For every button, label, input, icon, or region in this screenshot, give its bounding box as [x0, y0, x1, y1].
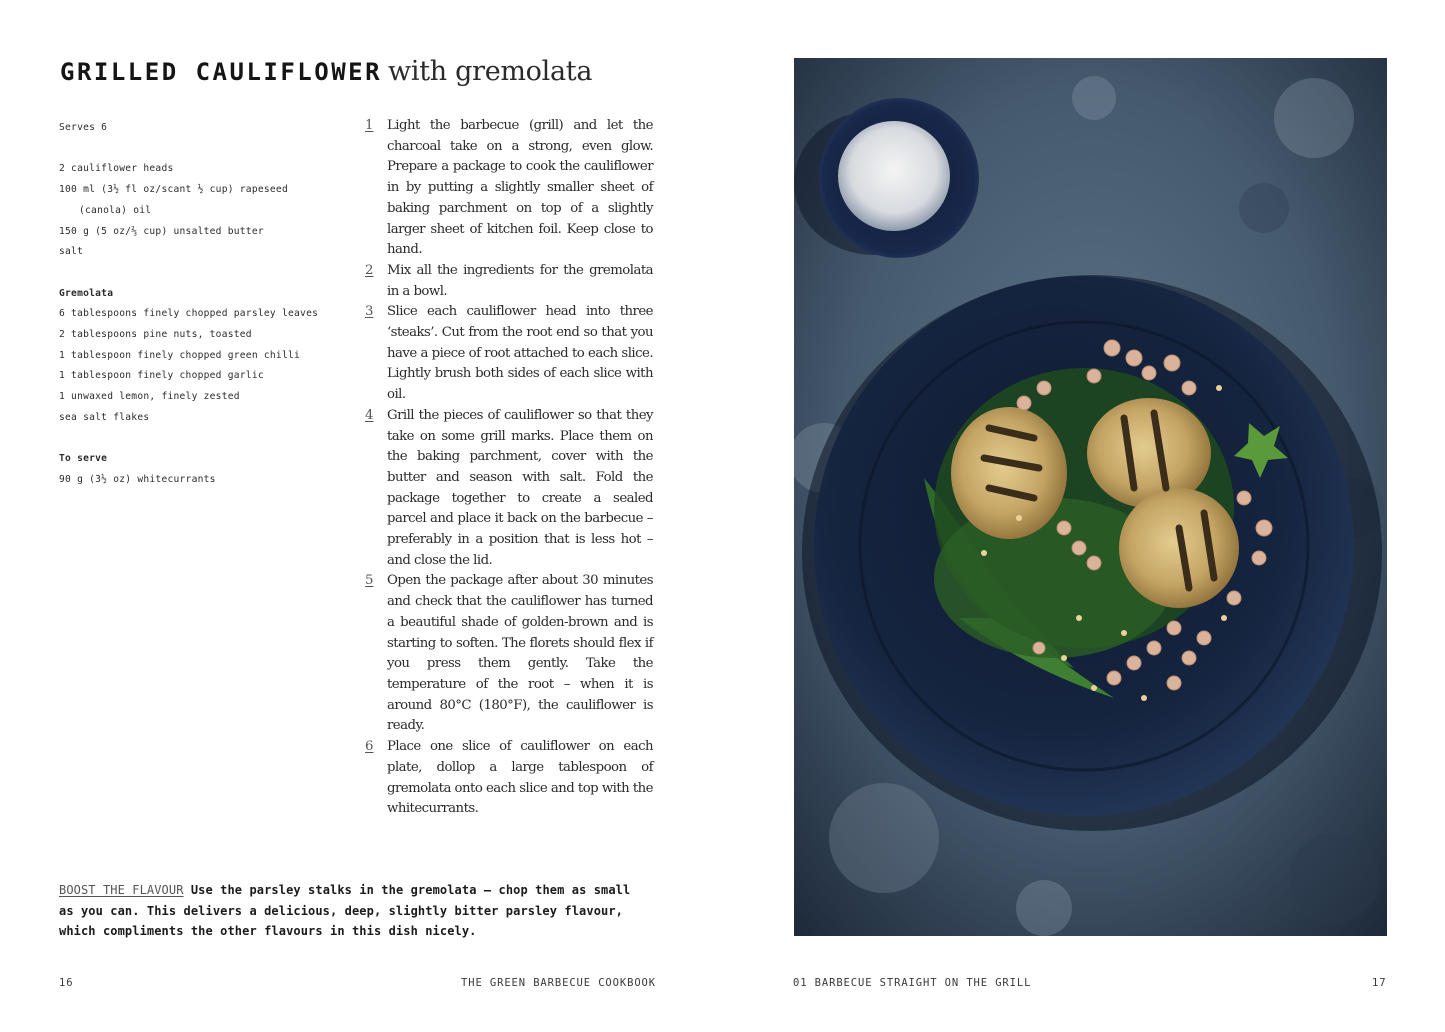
step-number: 3: [365, 304, 374, 320]
ingredient-line: 6 tablespoons finely chopped parsley leaves: [59, 308, 319, 320]
step-text: Slice each cauliflower head into three ‘steaks’. Cut from the root end so that you have a piece of root attached to each slice. Lightly brush both sides of each slice with oil.: [387, 304, 653, 403]
ingredients-list: [59, 118, 359, 491]
ingredient-line: 2 tablespoons pine nuts, toasted: [59, 329, 252, 340]
ingredient-line: 1 unwaxed lemon, finely zested: [59, 391, 240, 403]
serves-label: Serves 6: [59, 122, 108, 133]
method-step: [361, 737, 653, 820]
step-text: Place one slice of cauliflower on each plate, dollop a large tablespoon of gremolata onto each slice and top with the whitecurrants.: [387, 739, 653, 817]
tip-label: BOOST THE FLAVOUR: [59, 883, 184, 897]
recipe-title: [60, 52, 592, 95]
to-serve-heading: To serve: [59, 453, 108, 465]
method-step: [361, 261, 653, 302]
method-steps: [361, 116, 653, 820]
main-ingredients: [59, 159, 359, 263]
step-text: Open the package after about 30 minutes and check that the cauliflower has turned a beautiful shade of golden-brown and is starting to soften. The florets should flex if you press them gently. Take the temperature of the root – when it is around 80°C (180°F), the cauliflower is ready.: [387, 573, 653, 734]
step-number: 2: [365, 262, 374, 278]
to-serve-ingredients: [59, 470, 359, 491]
ingredient-line: (canola) oil: [79, 204, 152, 216]
step-text: Mix all the ingredients for the gremolata in a bowl.: [387, 262, 653, 299]
right-page-number: 17: [1372, 977, 1387, 989]
method-step: [361, 116, 653, 261]
tip-text: Use the parsley stalks in the gremolata – chop them as small as you can. This delivers a delicious, deep, slightly bitter parsley flavour, which compliments the other flavours in this dish nicely.: [59, 883, 631, 939]
gremolata-heading: Gremolata: [59, 287, 114, 299]
ingredient-line: 100 ml (3½ fl oz/scant ½ cup) rapeseed: [59, 184, 288, 196]
left-page-number: 16: [59, 977, 74, 989]
step-text: Light the barbecue (grill) and let the charcoal take on a strong, even glow. Prepare a package to cook the cauliflower in by putting a slightly smaller sheet of baking parchment on top of a slightly larger sheet of kitchen foil. Keep close to hand.: [387, 118, 653, 258]
recipe-title-main: GRILLED CAULIFLOWER: [60, 58, 383, 86]
step-number: 5: [365, 573, 374, 589]
method-step: [361, 406, 653, 572]
sea-salt-flakes: [838, 121, 950, 231]
gremolata-ingredients: [59, 304, 359, 428]
book-title-footer: THE GREEN BARBECUE COOKBOOK: [461, 977, 656, 989]
recipe-title-sub: with gremolata: [388, 56, 593, 87]
left-page: [0, 0, 722, 1032]
chapter-footer: 01 BARBECUE STRAIGHT ON THE GRILL: [793, 977, 1032, 989]
dish-photo: [794, 58, 1387, 936]
ingredient-line: 90 g (3½ oz) whitecurrants: [59, 473, 216, 485]
ingredient-line: salt: [59, 246, 84, 258]
ingredient-line: 1 tablespoon finely chopped garlic: [59, 370, 264, 382]
method-step: [361, 302, 653, 406]
ingredient-line: 150 g (5 oz/⅔ cup) unsalted butter: [59, 225, 264, 237]
step-text: Grill the pieces of cauliflower so that they take on some grill marks. Place them on the baking parchment, cover with the butter and season with salt. Fold the package together to create a sealed parcel and place it back on the barbecue – preferably in a position that is less hot – and close the lid.: [387, 407, 653, 568]
boost-the-flavour-tip: [59, 880, 639, 942]
step-number: 1: [365, 118, 374, 133]
ingredient-line: 1 tablespoon finely chopped green chilli: [59, 349, 301, 361]
ingredient-line: 2 cauliflower heads: [59, 163, 174, 175]
step-number: 4: [365, 407, 374, 423]
ingredient-line: sea salt flakes: [59, 411, 150, 423]
method-step: [361, 571, 653, 737]
step-number: 6: [365, 739, 374, 755]
